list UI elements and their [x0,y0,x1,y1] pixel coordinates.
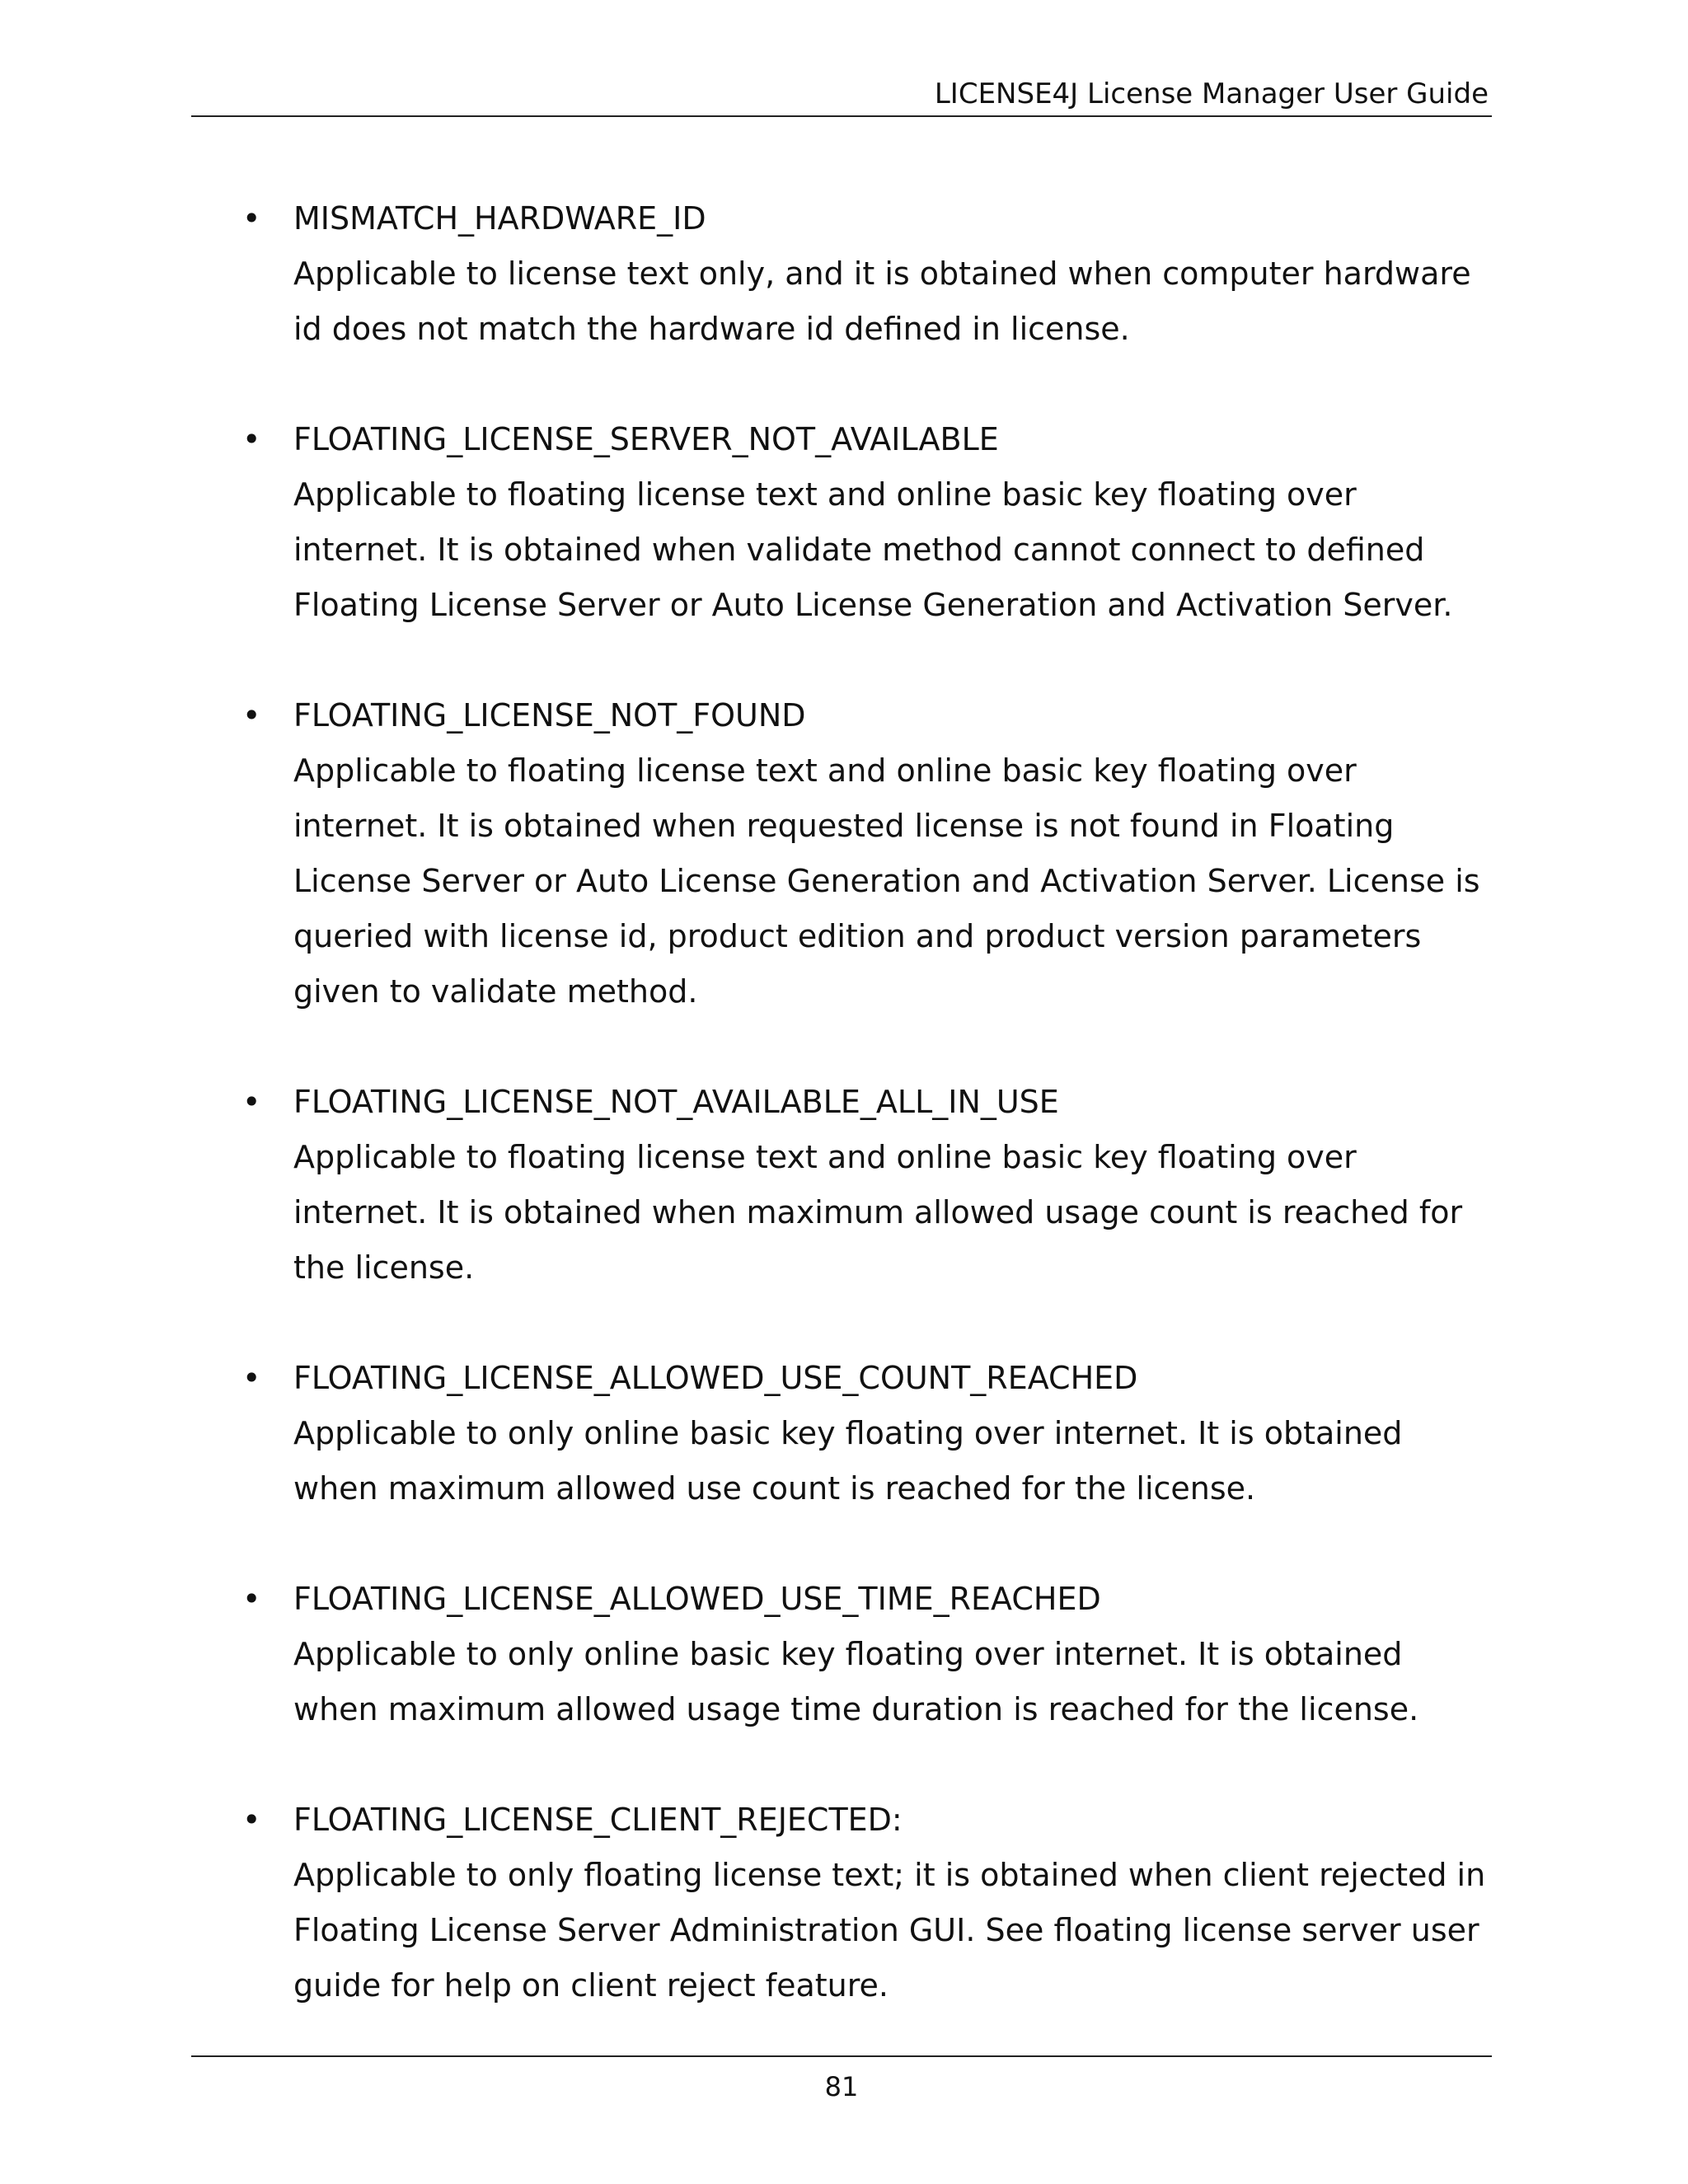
page-header [191,76,1492,117]
bullet-icon: • [242,1581,261,1617]
list-item [191,1572,1492,1737]
header-title: LICENSE4J License Manager User Guide [934,77,1489,110]
list-item [191,688,1492,1019]
page-footer [191,2055,1492,2103]
status-code-description: Applicable to floating license text and online basic key floating over internet. It is obtained when requested license is not found in Floating License Server or Auto License Generation and Activation Server. License is queried with license id, product edition and product version parameters given to validate method. [293,752,1480,1010]
list-item [191,191,1492,357]
status-code-description: Applicable to license text only, and it is obtained when computer hardware id does not match the hardware id defined in license. [293,255,1471,347]
bullet-icon: • [242,1802,261,1838]
status-code-name: FLOATING_LICENSE_ALLOWED_USE_TIME_REACHED [293,1581,1101,1617]
bullet-icon: • [242,1084,261,1120]
bullet-icon: • [242,200,261,237]
status-code-name: MISMATCH_HARDWARE_ID [293,200,706,237]
bullet-icon: • [242,1360,261,1396]
status-code-description: Applicable to only online basic key floating over internet. It is obtained when maximum allowed use count is reached for the license. [293,1415,1403,1507]
status-code-name: FLOATING_LICENSE_NOT_AVAILABLE_ALL_IN_USE [293,1084,1059,1120]
page-number: 81 [824,2071,859,2102]
status-code-description: Applicable to floating license text and online basic key floating over internet. It is obtained when maximum allowed usage count is reached for the license. [293,1139,1463,1286]
list-item [191,1793,1492,2013]
status-code-name: FLOATING_LICENSE_NOT_FOUND [293,697,806,733]
status-code-name: FLOATING_LICENSE_ALLOWED_USE_COUNT_REACHED [293,1360,1138,1396]
list-item [191,1351,1492,1516]
bullet-icon: • [242,421,261,457]
status-code-name: FLOATING_LICENSE_CLIENT_REJECTED: [293,1802,903,1838]
status-code-name: FLOATING_LICENSE_SERVER_NOT_AVAILABLE [293,421,999,457]
list-item [191,1075,1492,1296]
status-code-list [191,191,1492,2069]
status-code-description: Applicable to only online basic key floating over internet. It is obtained when maximum allowed usage time duration is reached for the license. [293,1636,1419,1727]
list-item [191,412,1492,633]
status-code-description: Applicable to only floating license text; it is obtained when client rejected in Floating License Server Administration GUI. See floating license server user guide for help on client reject feature. [293,1857,1486,2004]
status-code-description: Applicable to floating license text and online basic key floating over internet. It is obtained when validate method cannot connect to defined Floating License Server or Auto License Generation and Activation Server. [293,476,1453,623]
bullet-icon: • [242,697,261,733]
